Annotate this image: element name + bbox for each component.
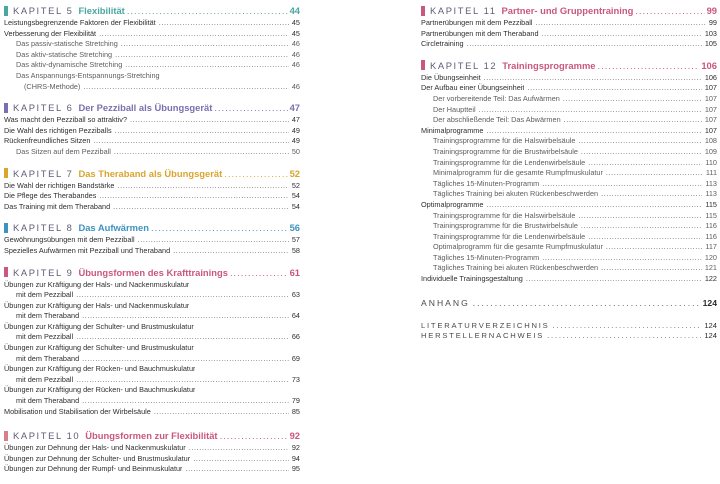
toc-entry[interactable]: Die Übungseinheit ..... 106 bbox=[421, 73, 717, 84]
chapter-title: Trainingsprogramme bbox=[502, 59, 596, 71]
chapter-title: Der Pezziball als Übungsgerät bbox=[78, 102, 213, 114]
chapter-7-section bbox=[4, 167, 300, 213]
chapter-page-number: 61 bbox=[289, 266, 300, 278]
manufacturer-credits-page-number: 124 bbox=[704, 331, 717, 341]
toc-entry[interactable]: Verbesserung der Flexibilität ..... 45 bbox=[4, 29, 300, 40]
toc-subentry[interactable]: Das Sitzen auf dem Pezziball ..... 50 bbox=[4, 147, 300, 158]
toc-subentry[interactable]: Trainingsprogramme für die Brustwirbelsäule ..... 109 bbox=[421, 147, 717, 158]
toc-entry[interactable]: mit dem Theraband ..... 69 bbox=[4, 354, 300, 365]
appendix-page-number: 124 bbox=[702, 297, 717, 308]
leader-dots bbox=[214, 101, 287, 114]
toc-subentry[interactable]: Tägliches 15-Minuten-Programm ..... 113 bbox=[421, 179, 717, 190]
toc-left-column bbox=[4, 4, 300, 484]
toc-entry[interactable]: Circletraining ..... 105 bbox=[421, 39, 717, 50]
manufacturer-credits-entry[interactable] bbox=[421, 331, 717, 342]
toc-entry[interactable]: mit dem Pezziball ..... 63 bbox=[4, 290, 300, 301]
toc-entry[interactable]: Mobilisation und Stabilisation der Wirbelsäule ..... 85 bbox=[4, 407, 300, 418]
chapter-5-color-bar bbox=[4, 6, 8, 16]
chapter-12-heading[interactable] bbox=[421, 59, 717, 72]
chapter-title: Das Aufwärmen bbox=[78, 222, 149, 234]
chapter-page-number: 56 bbox=[289, 222, 300, 234]
toc-subentry[interactable]: Der Hauptteil ..... 107 bbox=[421, 105, 717, 116]
chapter-page-number: 92 bbox=[289, 430, 300, 442]
chapter-title: Übungsformen des Krafttrainings bbox=[78, 266, 228, 278]
manufacturer-credits-label: HERSTELLERNACHWEIS bbox=[421, 331, 545, 341]
toc-entry[interactable]: Die Wahl der richtigen Bandstärke ..... 52 bbox=[4, 181, 300, 192]
chapter-page-number: 44 bbox=[289, 5, 300, 16]
toc-entry[interactable]: Der Aufbau einer Übungseinheit ..... 107 bbox=[421, 83, 717, 94]
toc-entry[interactable]: mit dem Theraband ..... 64 bbox=[4, 311, 300, 322]
leader-dots bbox=[553, 321, 702, 332]
toc-entry[interactable]: Optimalprogramme ..... 115 bbox=[421, 200, 717, 211]
chapter-11-section bbox=[421, 4, 717, 50]
chapter-label: KAPITEL 7 bbox=[13, 167, 74, 179]
toc-subentry[interactable]: Das Anspannungs-Entspannungs-Stretching bbox=[16, 70, 160, 80]
chapter-label: KAPITEL 5 bbox=[13, 5, 74, 16]
bibliography-label: LITERATURVERZEICHNIS bbox=[421, 320, 550, 330]
toc-entry[interactable]: mit dem Pezziball ..... 66 bbox=[4, 332, 300, 343]
toc-entry[interactable]: Die Pflege des Therabandes ..... 54 bbox=[4, 191, 300, 202]
leader-dots bbox=[473, 297, 700, 309]
chapter-title: Partner- und Gruppentraining bbox=[501, 5, 634, 16]
toc-entry[interactable]: mit dem Pezziball ..... 73 bbox=[4, 375, 300, 386]
toc-subentry[interactable]: Trainingsprogramme für die Brustwirbelsäule ..... 116 bbox=[421, 221, 717, 232]
toc-entry[interactable]: Übungen zur Dehnung der Schulter- und Brustmuskulatur ..... 94 bbox=[4, 454, 300, 465]
toc-subentry[interactable]: Das aktiv-statische Stretching ..... 46 bbox=[4, 50, 300, 61]
chapter-11-heading[interactable] bbox=[421, 4, 717, 17]
leader-dots bbox=[127, 4, 288, 17]
chapter-10-heading[interactable] bbox=[4, 429, 300, 442]
toc-entry[interactable]: Übungen zur Kräftigung der Rücken- und Bauchmuskulatur bbox=[4, 364, 196, 374]
chapter-label: KAPITEL 11 bbox=[430, 5, 497, 16]
chapter-8-heading[interactable] bbox=[4, 221, 300, 234]
chapter-8-color-bar bbox=[4, 223, 8, 233]
chapter-10-section bbox=[4, 429, 300, 475]
toc-entry[interactable]: Übungen zur Dehnung der Hals- und Nackenmuskulatur ..... 92 bbox=[4, 443, 300, 454]
toc-subentry[interactable]: Tägliches Training bei akuten Rückenbeschwerden ..... 113 bbox=[421, 189, 717, 200]
leader-dots bbox=[230, 266, 288, 279]
toc-entry[interactable]: Partnerübungen mit dem Theraband ..... 103 bbox=[421, 29, 717, 40]
toc-subentry[interactable]: Das aktiv-dynamische Stretching ..... 46 bbox=[4, 60, 300, 71]
toc-entry[interactable]: Übungen zur Kräftigung der Hals- und Nackenmuskulatur bbox=[4, 300, 190, 310]
appendix-heading[interactable] bbox=[421, 297, 717, 309]
toc-entry[interactable]: Übungen zur Kräftigung der Hals- und Nackenmuskulatur bbox=[4, 279, 190, 289]
chapter-9-color-bar bbox=[4, 267, 8, 277]
chapter-12-section bbox=[421, 59, 717, 285]
toc-subentry[interactable]: (CHRS-Methode) ..... 46 bbox=[4, 82, 300, 93]
toc-subentry[interactable]: Trainingsprogramme für die Lendenwirbelsäule ..... 116 bbox=[421, 232, 717, 243]
toc-entry[interactable]: Die Wahl des richtigen Pezziballs ..... 49 bbox=[4, 126, 300, 137]
toc-entry[interactable]: Gewöhnungsübungen mit dem Pezziball ..... 57 bbox=[4, 235, 300, 246]
chapter-label: KAPITEL 9 bbox=[13, 266, 74, 278]
chapter-5-section bbox=[4, 4, 300, 92]
chapter-label: KAPITEL 6 bbox=[13, 102, 74, 114]
chapter-6-color-bar bbox=[4, 103, 8, 113]
bibliography-page-number: 124 bbox=[704, 320, 717, 330]
toc-entry[interactable]: Übungen zur Kräftigung der Rücken- und Bauchmuskulatur bbox=[4, 385, 196, 395]
chapter-page-number: 99 bbox=[706, 5, 717, 16]
leader-dots bbox=[547, 331, 701, 342]
toc-subentry[interactable]: Das passiv-statische Stretching ..... 46 bbox=[4, 39, 300, 50]
chapter-page-number: 47 bbox=[289, 102, 300, 114]
chapter-6-heading[interactable] bbox=[4, 101, 300, 114]
toc-entry[interactable]: Das Training mit dem Theraband ..... 54 bbox=[4, 202, 300, 213]
leader-dots bbox=[151, 221, 288, 234]
toc-subentry[interactable]: Der abschließende Teil: Das Abwärmen ..... 107 bbox=[421, 115, 717, 126]
chapter-title: Übungsformen zur Flexibilität bbox=[85, 430, 218, 442]
chapter-page-number: 106 bbox=[701, 59, 717, 71]
chapter-12-color-bar bbox=[421, 60, 425, 70]
toc-entry[interactable]: Übungen zur Dehnung der Rumpf- und Beinmuskulatur ..... 95 bbox=[4, 464, 300, 475]
toc-entry[interactable]: Übungen zur Kräftigung der Schulter- und Brustmuskulatur bbox=[4, 321, 194, 331]
chapter-7-color-bar bbox=[4, 168, 8, 178]
toc-entry[interactable]: Was macht den Pezziball so attraktiv? ..... 47 bbox=[4, 115, 300, 126]
toc-right-column bbox=[421, 4, 717, 342]
leader-dots bbox=[220, 429, 288, 442]
appendix-label: ANHANG bbox=[421, 297, 470, 308]
chapter-10-color-bar bbox=[4, 431, 8, 441]
toc-subentry[interactable]: Der vorbereitende Teil: Das Aufwärmen ..... 107 bbox=[421, 94, 717, 105]
toc-subentry[interactable]: Tägliches 15-Minuten-Programm ..... 120 bbox=[421, 253, 717, 264]
leader-dots bbox=[224, 167, 287, 180]
chapter-title: Flexibilität bbox=[78, 5, 125, 16]
leader-dots bbox=[635, 4, 704, 17]
chapter-page-number: 52 bbox=[289, 167, 300, 179]
chapter-5-heading[interactable] bbox=[4, 4, 300, 17]
toc-entry[interactable]: Individuelle Trainingsgestaltung ..... 122 bbox=[421, 274, 717, 285]
bibliography-entry[interactable] bbox=[421, 321, 717, 332]
leader-dots bbox=[598, 59, 700, 72]
toc-entry[interactable]: Minimalprogramme ..... 107 bbox=[421, 126, 717, 137]
toc-entry[interactable]: Partnerübungen mit dem Pezziball ..... 99 bbox=[421, 18, 717, 29]
toc-entry[interactable]: mit dem Theraband ..... 79 bbox=[4, 396, 300, 407]
toc-subentry[interactable]: Trainingsprogramme für die Halswirbelsäule ..... 115 bbox=[421, 211, 717, 222]
toc-subentry[interactable]: Trainingsprogramme für die Halswirbelsäule ..... 108 bbox=[421, 136, 717, 147]
chapter-11-color-bar bbox=[421, 6, 425, 16]
toc-entry[interactable]: Rückenfreundliches Sitzen ..... 49 bbox=[4, 136, 300, 147]
chapter-title: Das Theraband als Übungsgerät bbox=[78, 167, 223, 179]
toc-subentry[interactable]: Optimalprogramm für die gesamte Rumpfmuskulatur ..... 117 bbox=[421, 242, 717, 253]
toc-subentry[interactable]: Minimalprogramm für die gesamte Rumpfmuskulatur ..... 111 bbox=[421, 168, 717, 179]
chapter-label: KAPITEL 10 bbox=[13, 430, 81, 442]
toc-subentry[interactable]: Trainingsprogramme für die Lendenwirbelsäule ..... 110 bbox=[421, 158, 717, 169]
chapter-label: KAPITEL 12 bbox=[430, 59, 498, 71]
toc-subentry[interactable]: Tägliches Training bei akuten Rückenbeschwerden ..... 121 bbox=[421, 263, 717, 274]
chapter-9-heading[interactable] bbox=[4, 266, 300, 279]
toc-entry[interactable]: Übungen zur Kräftigung der Schulter- und Brustmuskulatur bbox=[4, 343, 194, 353]
chapter-7-heading[interactable] bbox=[4, 167, 300, 180]
chapter-9-section bbox=[4, 266, 300, 418]
chapter-6-section bbox=[4, 101, 300, 157]
chapter-8-section bbox=[4, 221, 300, 256]
chapter-label: KAPITEL 8 bbox=[13, 222, 74, 234]
toc-entry[interactable]: Leistungsbegrenzende Faktoren der Flexibilität ..... 45 bbox=[4, 18, 300, 29]
toc-entry[interactable]: Spezielles Aufwärmen mit Pezziball und Theraband ..... 58 bbox=[4, 246, 300, 257]
